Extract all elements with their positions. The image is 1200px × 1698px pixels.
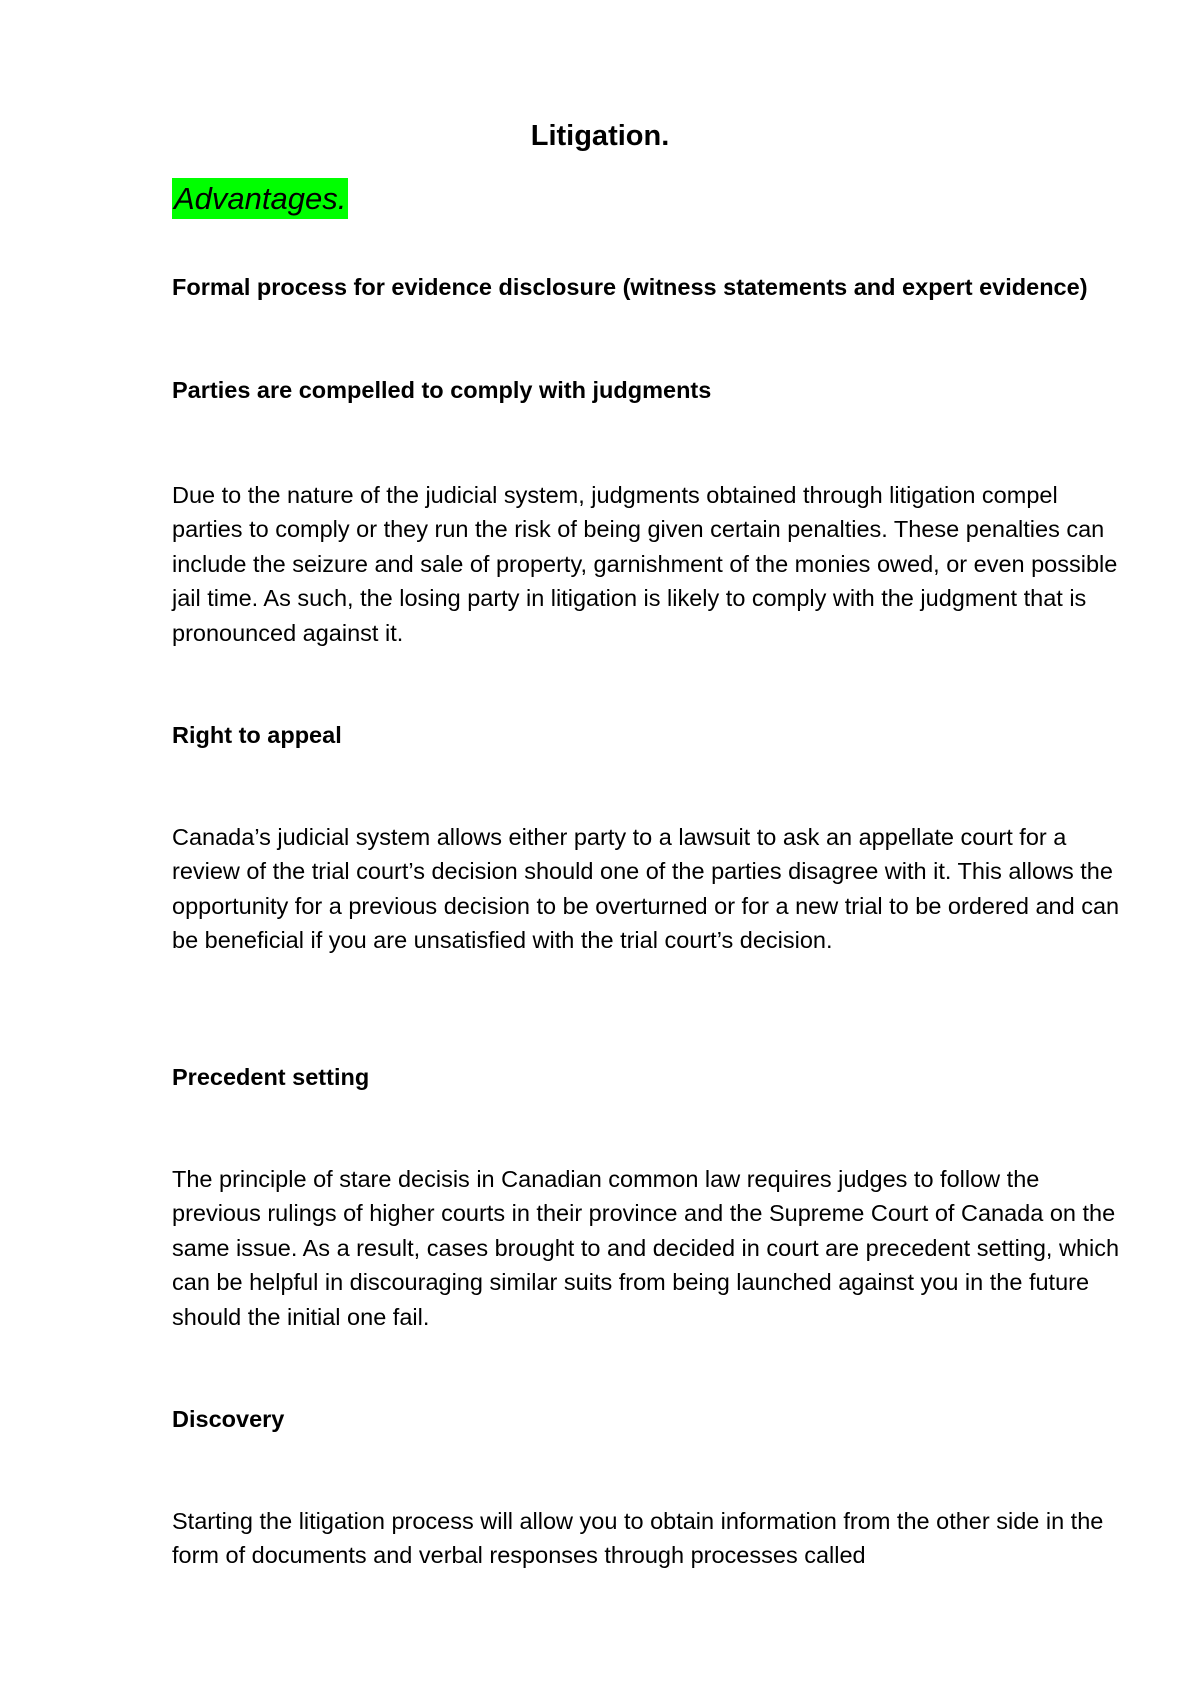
paragraph-right-to-appeal: Canada’s judicial system allows either party to a lawsuit to ask an appellate court for a review of the trial court’s decision should one of the parties disagree with it. This allows the opportunity for a previous decision to be overturned or for a new trial to be ordered and can be beneficial if you are unsatisfied with the trial court’s decision. bbox=[172, 824, 1120, 954]
paragraph-compelled-to-comply: Due to the nature of the judicial system, judgments obtained through litigation compel parties to comply or they run the risk of being given certain penalties. These penalties can include the seizure and sale of property, garnishment of the monies owed, or even possible jail time. As such, the losing party in litigation is likely to comply with the judgment that is pronounced against it. bbox=[172, 482, 1118, 646]
section-subtitle-highlighted: Advantages. bbox=[172, 178, 348, 219]
paragraph-discovery: Starting the litigation process will allow you to obtain information from the other side in the form of documents and verbal responses through processes called bbox=[172, 1508, 1104, 1569]
paragraph-precedent-setting: The principle of stare decisis in Canadian common law requires judges to follow the previous rulings of higher courts in their province and the Supreme Court of Canada on the same issue. As a result, cases brought to and decided in court are precedent setting, which can be helpful in discouraging similar suits from being launched against you in the future should the initial one fail. bbox=[172, 1166, 1120, 1330]
heading-precedent-setting: Precedent setting bbox=[172, 1064, 370, 1090]
page-title: Litigation. bbox=[530, 120, 670, 152]
heading-discovery: Discovery bbox=[172, 1406, 285, 1432]
heading-compelled-to-comply: Parties are compelled to comply with judgments bbox=[172, 377, 712, 403]
heading-right-to-appeal: Right to appeal bbox=[172, 722, 342, 748]
heading-evidence-disclosure: Formal process for evidence disclosure (witness statements and expert evidence) bbox=[172, 274, 1088, 300]
